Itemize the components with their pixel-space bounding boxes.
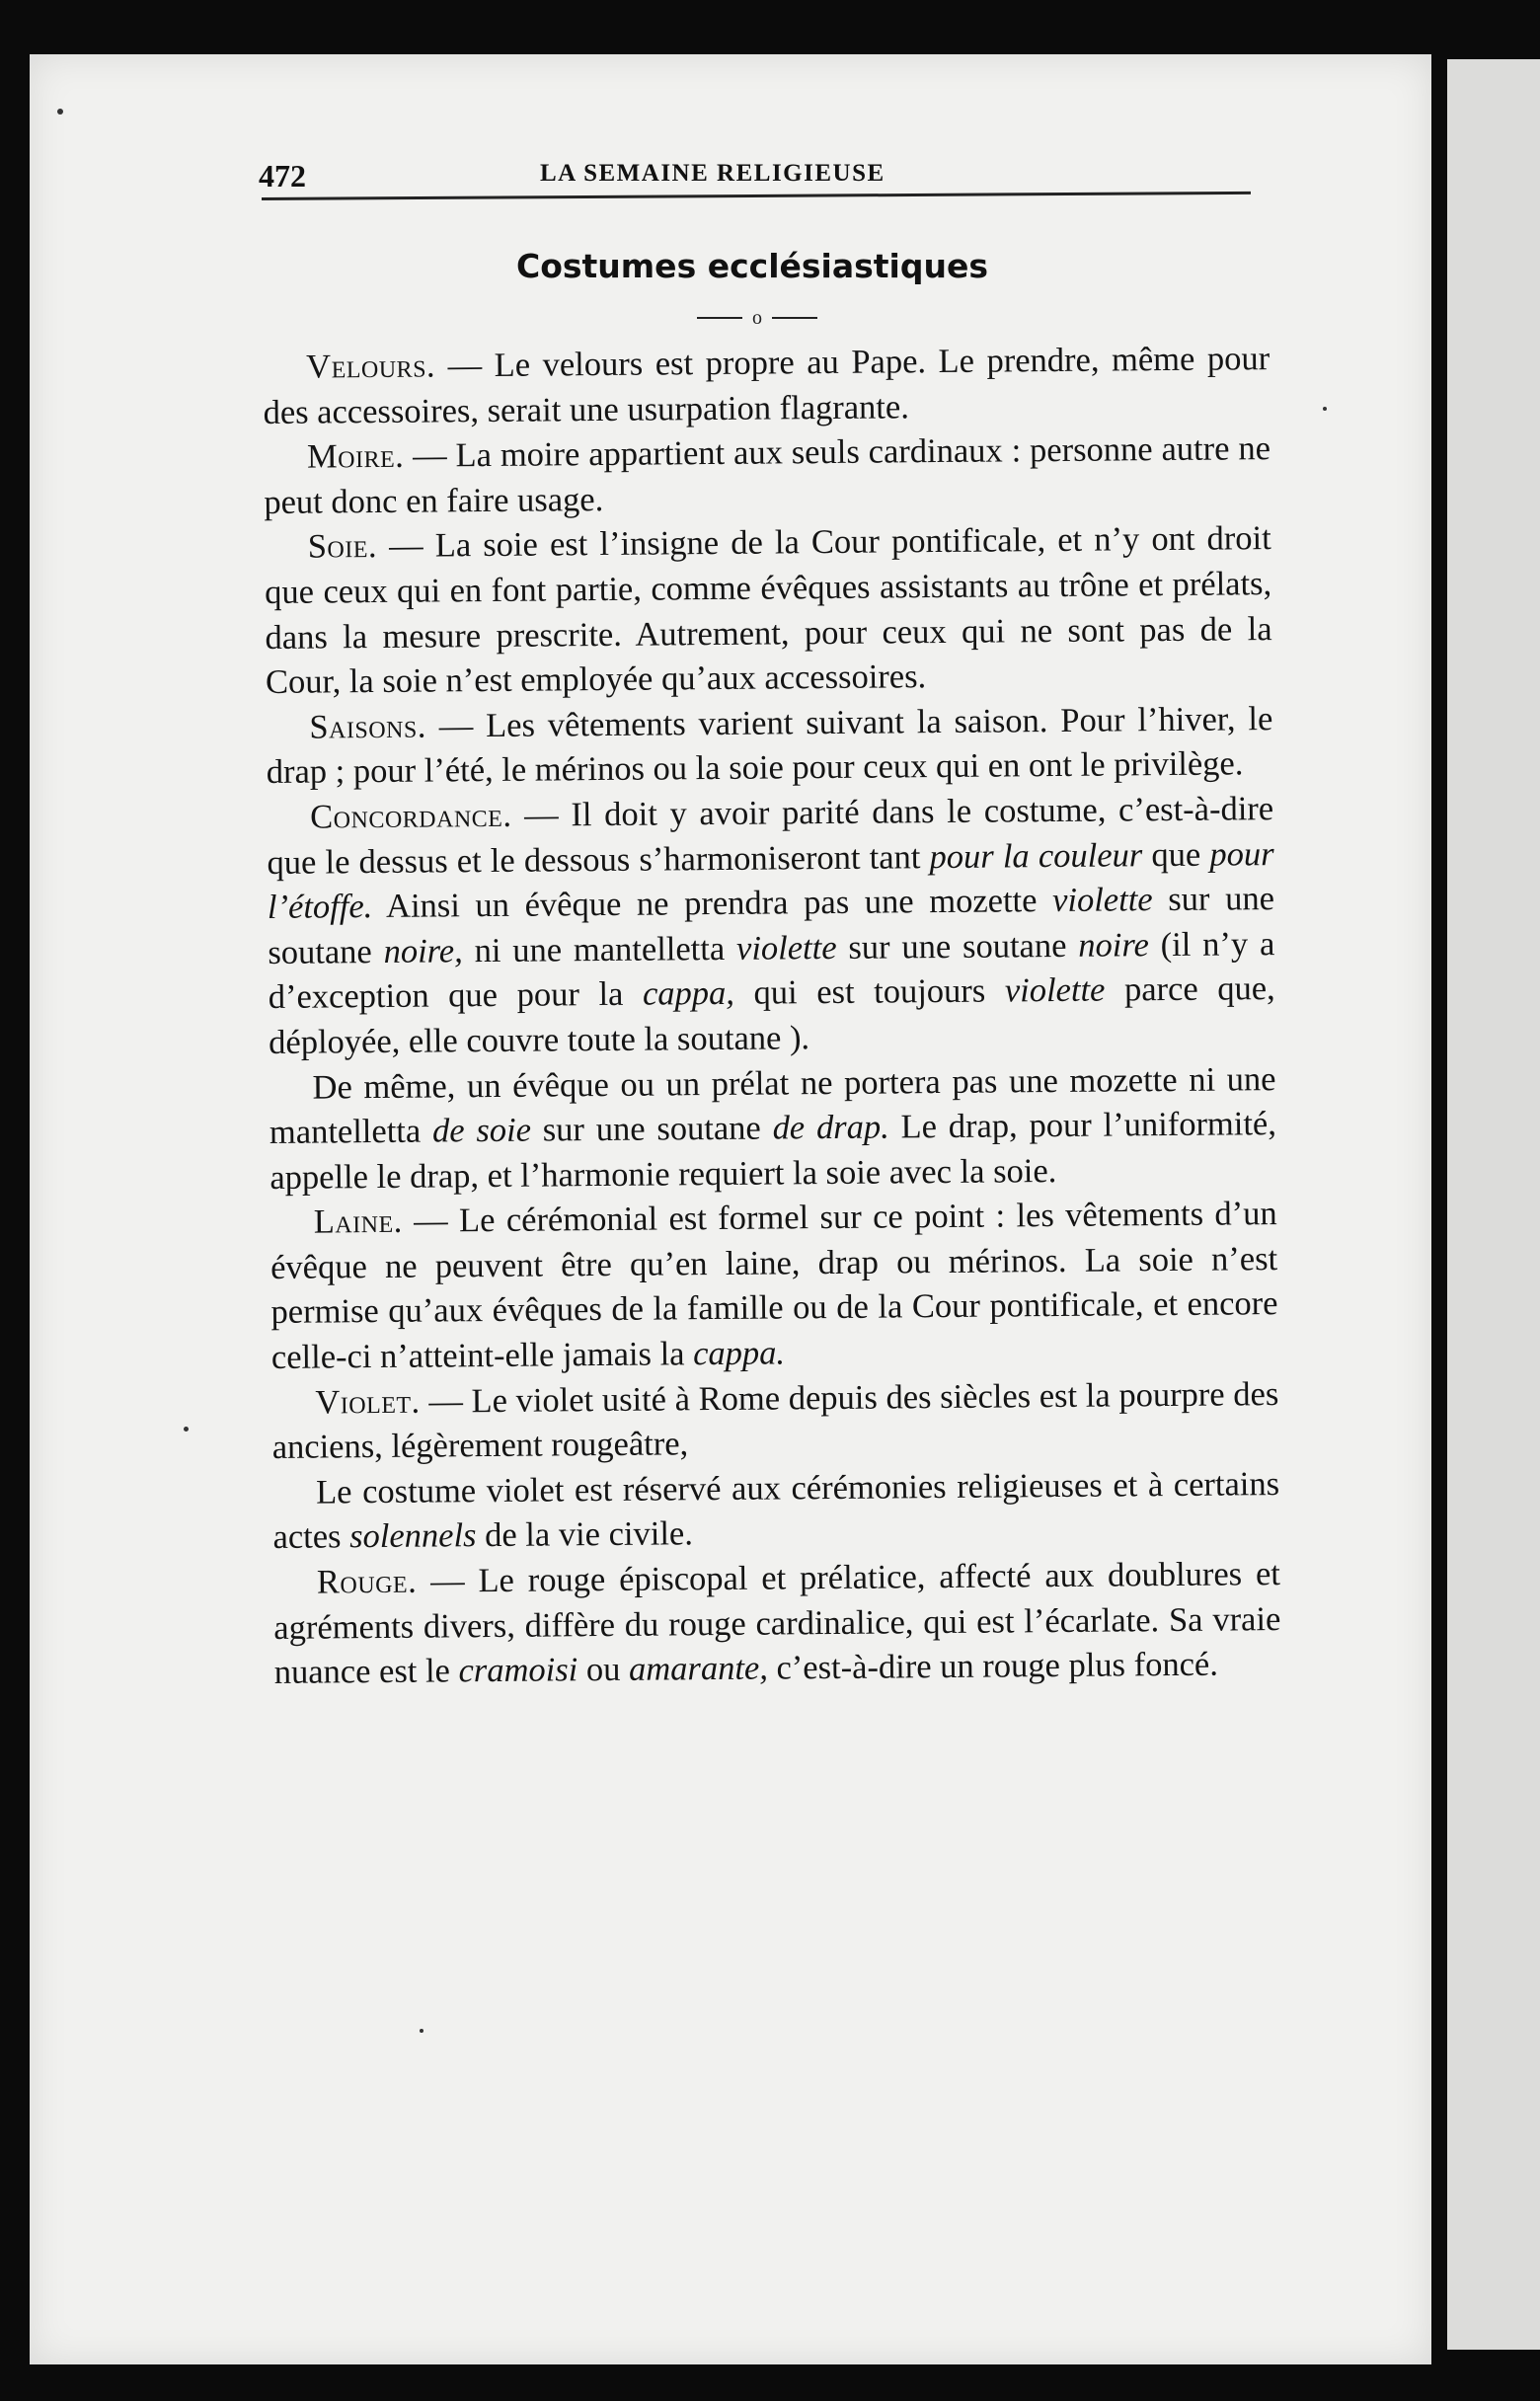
scan-speck (184, 1427, 189, 1432)
paragraph-text: — La moire appartient aux seuls cardinaux : personne autre ne peut donc en faire usage. (264, 429, 1271, 521)
italic-text: de soie (431, 1111, 532, 1150)
paragraph-heading: Rouge. (316, 1562, 418, 1601)
paragraph (265, 516, 1273, 705)
journal-title: LA SEMAINE RELIGIEUSE (540, 160, 886, 187)
paragraph-text: Le drap, pour l’uniformité, appelle le drap, et l’harmonie requiert la soie avec la soie. (270, 1105, 1277, 1197)
facing-page-edge (1447, 59, 1540, 2350)
paragraph-text: sur une soutane (268, 880, 1275, 971)
paragraph-text: que (1142, 835, 1210, 874)
scan-speck (420, 2029, 424, 2033)
italic-text: de drap. (772, 1108, 889, 1147)
paragraph-text: — Le rouge épiscopal et prélatice, affecté aux doublures et agréments divers, diffère du rouge cardinalice, qui est l’écarlate. Sa vraie nuance est le (273, 1555, 1281, 1692)
paragraph-heading: Moire. (306, 436, 405, 476)
paragraph-text: de la vie civile. (476, 1514, 694, 1555)
paragraph-text: (il n’y a d’exception que pour la (268, 924, 1275, 1017)
paragraph-heading: Soie. (307, 527, 378, 566)
italic-text: violette (735, 928, 837, 968)
italic-text: solennels (348, 1516, 477, 1556)
ornament-circle: o (752, 306, 762, 329)
paragraph-text: — Le cérémonial est formel sur ce point : les vêtements d’un évêque ne peuvent être qu’en laine, drap ou mérinos. La soie n’est permise qu’aux évêques de la famille ou de la Cour pontificale, et encore celle-ci n’atteint-elle jamais la (270, 1195, 1278, 1377)
ornament-bar-left (697, 317, 742, 319)
paragraph-heading: Violet. (315, 1382, 421, 1422)
paragraph (271, 1372, 1279, 1471)
italic-text: pour l’étoffe. (267, 834, 1274, 927)
paragraph-text: parce que, déployée, elle couvre toute la soutane ). (268, 969, 1275, 1061)
paragraph (270, 1192, 1279, 1380)
paragraph-text: qui est toujours (733, 971, 1006, 1013)
italic-text: cappa, (642, 974, 735, 1013)
paragraph-text: ni une mantelletta (462, 929, 737, 969)
italic-text: pour la couleur (929, 835, 1143, 876)
paragraph-text: ou (578, 1651, 630, 1689)
paragraph (273, 1552, 1281, 1696)
scan-speck (57, 109, 63, 115)
paragraph-heading: Saisons. (309, 707, 427, 746)
page-number: 472 (259, 158, 306, 194)
paragraph (267, 787, 1275, 1065)
paragraph (263, 337, 1270, 435)
paragraph-heading: Velours. (306, 347, 436, 386)
italic-text: cramoisi (458, 1651, 578, 1690)
paragraph-text: — La soie est l’insigne de la Cour pontificale, et n’y ont droit que ceux qui en font partie, comme évêques assistants au trône et prélats, dans la mesure prescrite. Autrement, pour ceux qui ne sont pas de la Cour, la soie n’est employée qu’aux accessoires. (265, 519, 1272, 702)
italic-text: cappa. (692, 1334, 786, 1373)
paragraph-text: Le costume violet est réservé aux cérémonies religieuses et à certains actes (272, 1464, 1280, 1557)
scan-speck (1323, 407, 1327, 411)
paragraph-text: — Il doit y avoir parité dans le costume, c’est-à-dire que le dessus et le dessous s’harmoniseront tant (267, 790, 1274, 882)
italic-text: violette (1004, 970, 1106, 1010)
paragraph (266, 697, 1273, 796)
paragraph-text: De même, un évêque ou un prélat ne portera pas une mozette ni une mantelletta (269, 1059, 1276, 1152)
title-ornament (683, 298, 831, 338)
paragraph-text: sur une soutane (836, 926, 1079, 967)
paragraph-text: — Le velours est propre au Pape. Le prendre, même pour des accessoires, serait une usurpation flagrante. (263, 340, 1270, 431)
paragraph-text: sur une soutane (530, 1109, 773, 1149)
article-body (263, 337, 1281, 1696)
paragraph (272, 1462, 1280, 1561)
italic-text: amarante, (628, 1649, 769, 1689)
paragraph (264, 426, 1271, 525)
paragraph-text: c’est-à-dire un rouge plus foncé. (767, 1645, 1219, 1687)
paragraph-text: Ainsi un évêque ne prendra pas une mozette (372, 882, 1053, 926)
paragraph-heading: Laine. (313, 1202, 403, 1241)
italic-text: noire (1078, 925, 1149, 965)
paragraph-text: — Les vêtements varient suivant la saison. Pour l’hiver, le drap ; pour l’été, le mérinos ou la soie pour ceux qui en ont le privilège. (266, 699, 1273, 792)
ornament-bar-right (772, 317, 817, 319)
paragraph-heading: Concordance. (310, 796, 512, 836)
running-header (259, 148, 1246, 197)
paragraph (269, 1057, 1276, 1201)
italic-text: violette (1051, 881, 1153, 920)
article-title: Costumes ecclésiastiques (516, 247, 988, 285)
paragraph-text: — Le violet usité à Rome depuis des siècles est la pourpre des anciens, légèrement rougeâtre, (271, 1374, 1279, 1467)
italic-text: noire, (383, 931, 463, 970)
